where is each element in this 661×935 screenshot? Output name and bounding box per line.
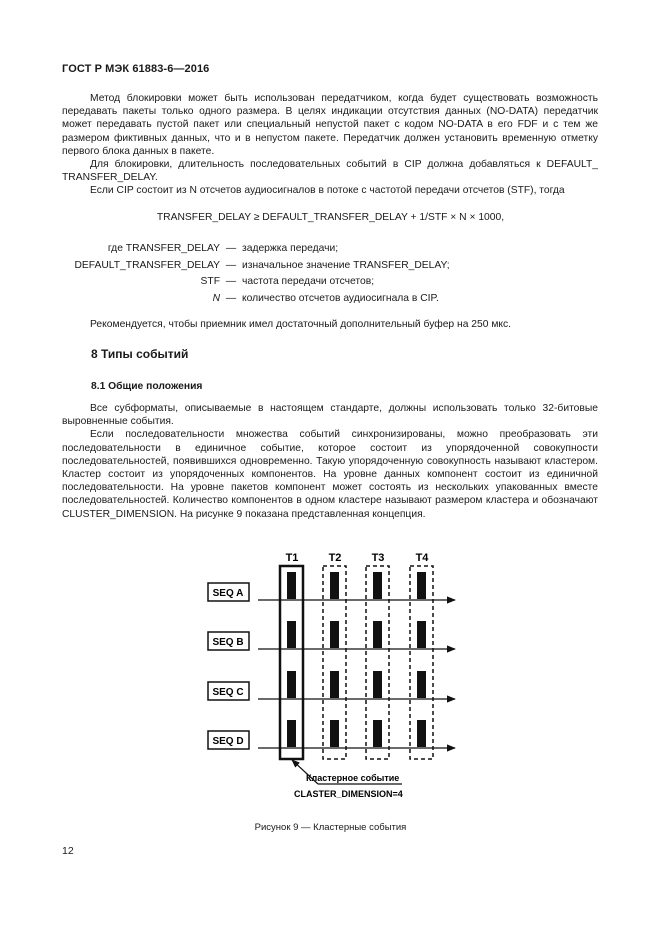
definition-term: N xyxy=(212,292,220,304)
event-bar xyxy=(287,621,296,648)
column-label-t3: T3 xyxy=(371,552,385,564)
definition-term: STF xyxy=(200,276,220,287)
event-bar xyxy=(287,720,296,747)
definition-term: где TRANSFER_DELAY xyxy=(107,243,220,254)
annotation-line1: Кластерное событие xyxy=(306,773,400,783)
event-bar xyxy=(330,720,339,747)
section-heading: 8 Типы событий xyxy=(91,347,189,361)
event-bar xyxy=(330,572,339,599)
definition-desc: задержка передачи; xyxy=(242,243,339,254)
event-bar xyxy=(330,671,339,698)
paragraph-cluster: Если последовательности множества событий синхронизированы, можно преобразовать эти последовательности в единичное событие, которое состоит из упорядоченной совокупности последовательностей, появившихся одновременно. Такую упорядоченную совокупность называют кластером. Кластер состоит из упорядоченных компонентов. На уровне данных компонент состоит из единичной последовательности. На уровне пакетов компонент может состоять из нескольких упакованных вместе последовательностей. Количество компонентов в одном кластере называют размером кластера и обозначают CLUSTER_DIMENSION. На рисунке 9 показана представленная концепция. xyxy=(62,429,598,520)
paragraph-cip-samples: Если CIP состоит из N отсчетов аудиосигналов в потоке с частотой передачи отсчетов (STF), тогда xyxy=(90,185,565,197)
paragraph-recommendation: Рекомендуется, чтобы приемник имел достаточный дополнительный буфер на 250 мкс. xyxy=(90,319,512,330)
definition-desc: изначальное значение TRANSFER_DELAY; xyxy=(242,259,450,271)
event-bar xyxy=(287,671,296,698)
definition-dash: — xyxy=(225,243,237,254)
definition-term: DEFAULT_TRANSFER_DELAY xyxy=(74,259,220,271)
column-label-t1: T1 xyxy=(285,552,299,564)
event-bar xyxy=(417,720,426,747)
figure-caption: Рисунок 9 — Кластерные события xyxy=(254,822,407,833)
seq-label-c: SEQ C xyxy=(212,687,244,698)
event-bar xyxy=(373,671,382,698)
paragraph-blocking-method: Метод блокировки может быть использован передатчиком, когда будет существовать возможность передавать пакеты только одного размера. В целях индикации отсутствия данных (NO-DATA) передатчик может передавать пустой пакет или специальный непустой пакет с кодом NO-DATA в его FDF и с тем же размером фиктивных данных, что и в непустом пакете. Передатчик должен установить временную отметку первого блока данных в пакете. xyxy=(62,93,598,157)
seq-label-b: SEQ B xyxy=(212,637,244,648)
event-bar xyxy=(417,572,426,599)
event-bar xyxy=(287,572,296,599)
definition-desc: частота передачи отсчетов; xyxy=(242,276,375,287)
document-header: ГОСТ Р МЭК 61883-6—2016 xyxy=(62,63,210,75)
transfer-delay-formula: TRANSFER_DELAY ≥ DEFAULT_TRANSFER_DELAY + 1/STF × N × 1000, xyxy=(156,212,505,223)
seq-label-d: SEQ D xyxy=(212,736,244,747)
event-bar xyxy=(417,621,426,648)
paragraph-blocking-duration: Для блокировки, длительность последовательных событий в CIP должна добавляться к DEFAULT_ TRANSFER_DELAY. xyxy=(62,159,598,184)
paragraph-32bit: Все субформаты, описываемые в настоящем стандарте, должны использовать только 32-битовые выровненные события. xyxy=(62,403,598,428)
definition-dash: — xyxy=(225,259,237,271)
definition-dash: — xyxy=(225,276,237,287)
event-bar xyxy=(373,720,382,747)
event-bar xyxy=(417,671,426,698)
annotation-line2: CLASTER_DIMENSION=4 xyxy=(294,789,403,799)
definition-dash: — xyxy=(225,292,237,304)
event-bar xyxy=(330,621,339,648)
page-number: 12 xyxy=(62,845,74,857)
event-bar xyxy=(373,572,382,599)
definition-desc: количество отсчетов аудиосигнала в CIP. xyxy=(242,292,439,304)
seq-label-a: SEQ A xyxy=(212,588,244,599)
column-label-t2: T2 xyxy=(328,552,342,564)
subsection-heading: 8.1 Общие положения xyxy=(91,381,203,392)
column-label-t4: T4 xyxy=(415,552,429,564)
event-bar xyxy=(373,621,382,648)
